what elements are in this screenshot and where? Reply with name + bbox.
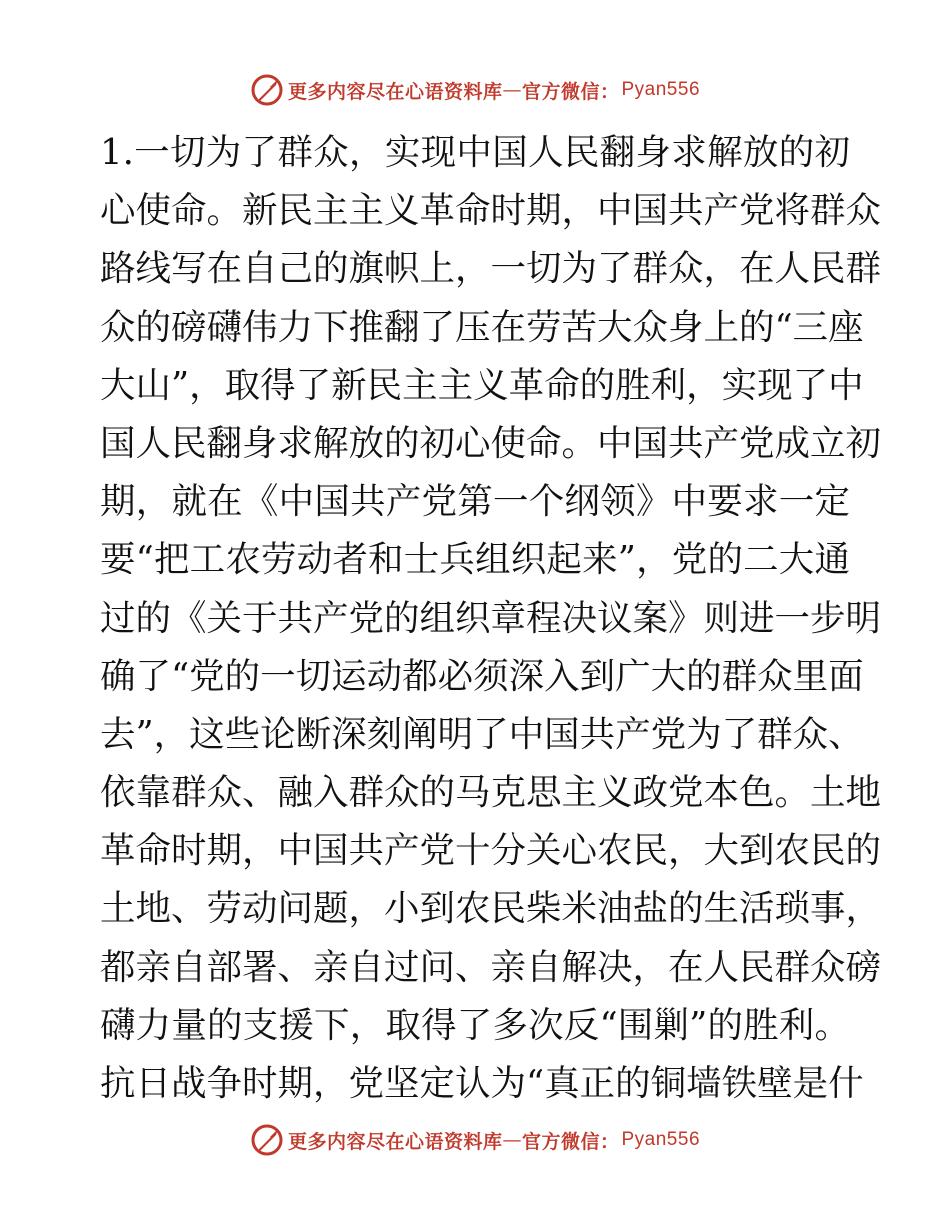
body-line: 过的《关于共产党的组织章程决议案》则进一步明: [100, 597, 882, 639]
document-body: [100, 124, 882, 1113]
quill-pen-logo-icon: [250, 1123, 284, 1157]
footer-banner: [0, 1120, 950, 1160]
body-line: 革命时期，中国共产党十分关心农民，大到农民的: [100, 830, 882, 872]
body-line: 去”，这些论断深刻阐明了中国共产党为了群众、: [100, 713, 864, 755]
footer-wechat-id: Pyan556: [621, 1129, 701, 1150]
body-line: 依靠群众、融入群众的马克思主义政党本色。土地: [100, 772, 882, 814]
body-line: 都亲自部署、亲自过问、亲自解决，在人民群众磅: [100, 946, 882, 988]
body-line: 确了“党的一切运动都必须深入到广大的群众里面: [100, 655, 864, 697]
header-wechat-id: Pyan556: [621, 79, 701, 100]
body-line: 抗日战争时期，党坚定认为“真正的铜墙铁壁是什: [100, 1063, 864, 1104]
body-line: 土地、劳动问题，小到农民柴米油盐的生活琐事，: [100, 888, 882, 930]
body-line: 众的磅礴伟力下推翻了压在劳苦大众身上的“三座: [100, 306, 864, 348]
header-banner: [0, 70, 950, 110]
body-line: 要“把工农劳动者和士兵组织起来”，党的二大通: [100, 539, 850, 581]
header-wechat-label: 官方微信：: [521, 80, 620, 103]
quill-pen-logo-icon: [250, 73, 284, 107]
body-line: 大山”，取得了新民主主义革命的胜利，实现了中: [100, 364, 864, 406]
footer-brand-text: 更多内容尽在心语资料库: [287, 1130, 503, 1153]
footer-wechat-label: 官方微信：: [521, 1130, 620, 1153]
footer-separator: —: [502, 1129, 522, 1151]
header-separator: —: [502, 79, 522, 101]
body-line: 国人民翻身求解放的初心使命。中国共产党成立初: [100, 422, 882, 464]
body-line: 礴力量的支援下，取得了多次反“围剿”的胜利。: [100, 1004, 850, 1046]
header-brand-text: 更多内容尽在心语资料库: [287, 80, 503, 103]
body-line: 路线写在自己的旗帜上，一切为了群众，在人民群: [100, 248, 882, 290]
body-line: 期，就在《中国共产党第一个纲领》中要求一定: [100, 481, 850, 523]
body-line: 1.一切为了群众，实现中国人民翻身求解放的初: [100, 132, 850, 173]
body-line: 心使命。新民主主义革命时期，中国共产党将群众: [100, 190, 882, 232]
